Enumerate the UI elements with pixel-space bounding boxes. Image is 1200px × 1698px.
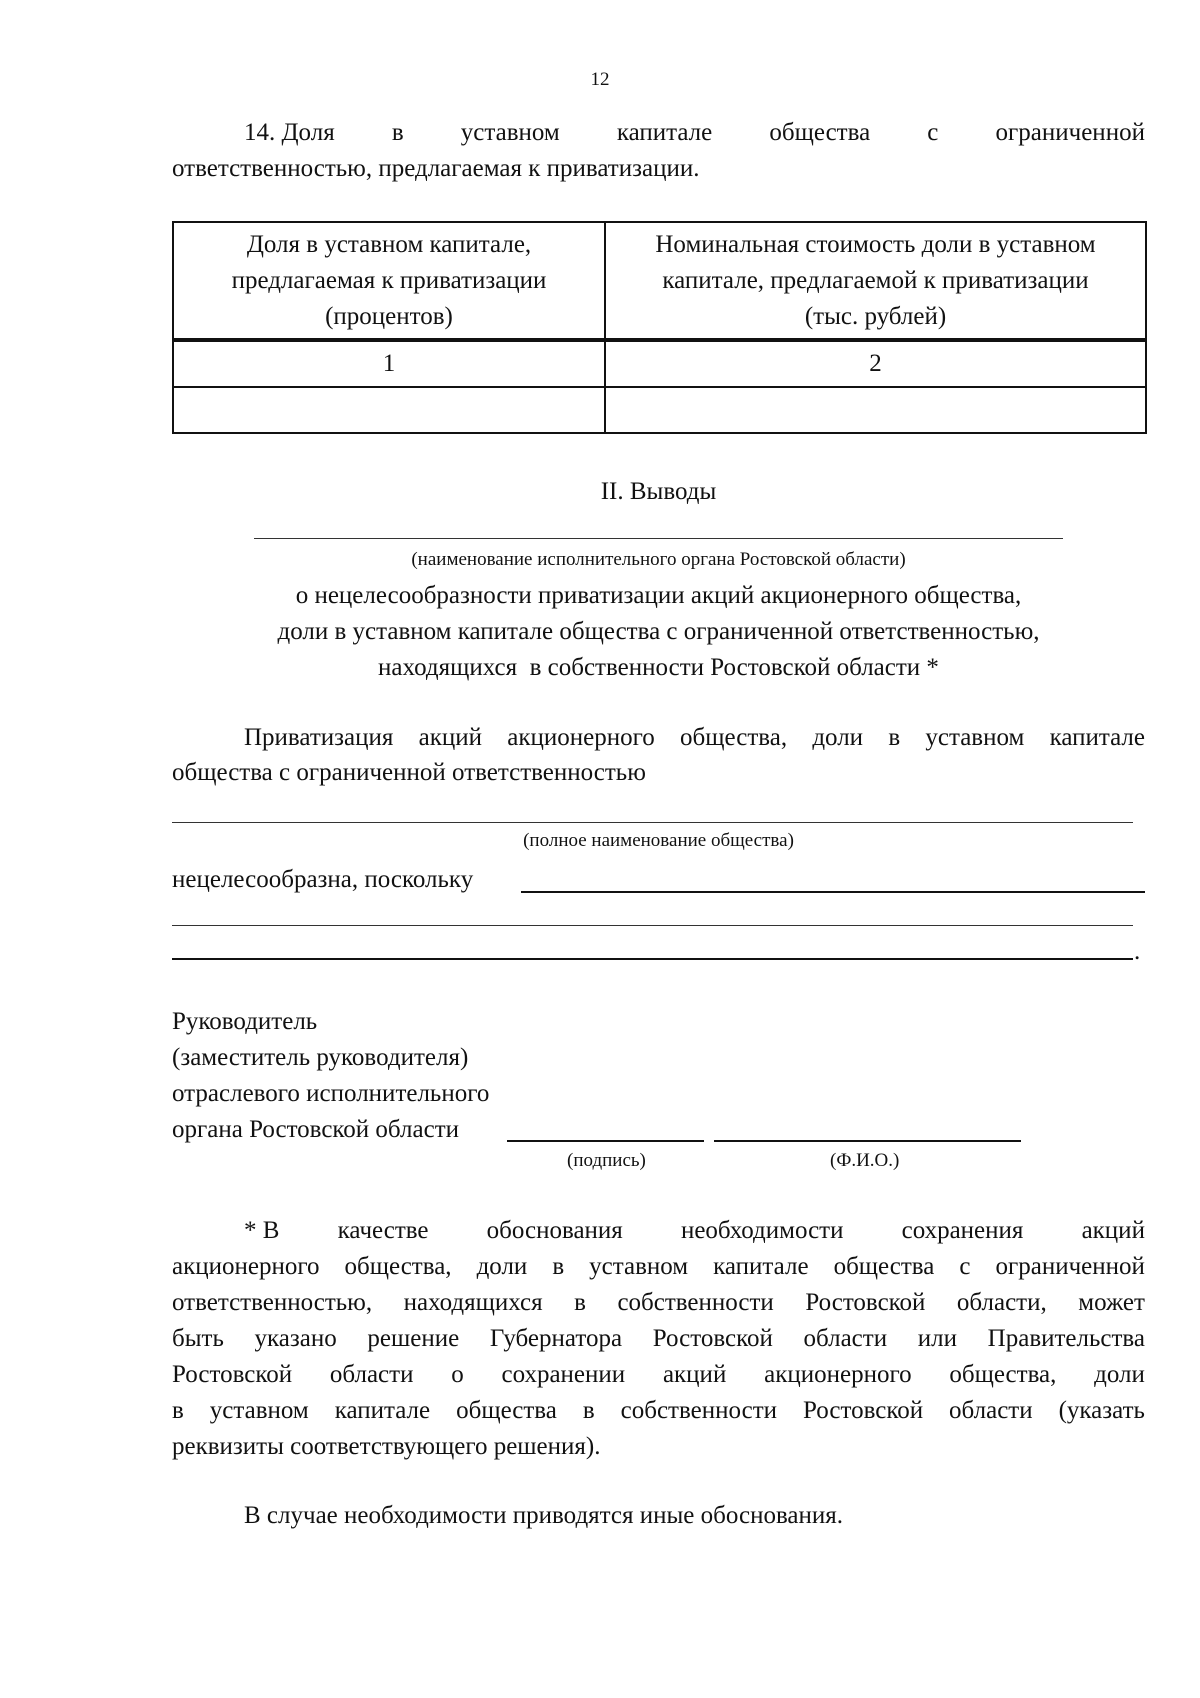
word: в bbox=[574, 1289, 586, 1316]
word: быть bbox=[172, 1325, 224, 1352]
section-2-heading: II. Выводы bbox=[600, 478, 717, 505]
word: в bbox=[172, 1397, 184, 1424]
header-line: (тыс. рублей) bbox=[804, 302, 947, 330]
signature-line bbox=[507, 1140, 704, 1142]
word: общества bbox=[833, 1253, 935, 1280]
header-line: (процентов) bbox=[325, 302, 453, 330]
footnote-line-3 bbox=[172, 1285, 1145, 1321]
reason-line bbox=[521, 891, 1145, 893]
word: доли bbox=[1094, 1361, 1145, 1388]
word: Ростовской bbox=[805, 1289, 926, 1316]
table-cell bbox=[605, 387, 1146, 433]
header-line: капитале, предлагаемой к приватизации bbox=[662, 266, 1089, 294]
word: в bbox=[888, 724, 901, 751]
footnote-line-6 bbox=[172, 1393, 1145, 1429]
word: акций bbox=[1081, 1217, 1145, 1244]
word: Ростовской bbox=[172, 1361, 293, 1388]
word: указано bbox=[254, 1325, 337, 1352]
section-14-line-1 bbox=[244, 115, 1145, 151]
reason-line-2 bbox=[172, 925, 1133, 926]
word: в bbox=[582, 1397, 595, 1424]
header-line: Номинальная стоимость доли в уставном bbox=[655, 230, 1096, 258]
signatory-line: Руководитель bbox=[172, 1008, 318, 1035]
word: общества, bbox=[949, 1361, 1057, 1388]
conclusion-line: доли в уставном капитале общества с ограниченной ответственностью, bbox=[277, 618, 1040, 645]
word: или bbox=[917, 1325, 957, 1352]
word: с bbox=[959, 1253, 971, 1280]
table-number-cell: 2 bbox=[605, 340, 1146, 387]
conclusion-line: находящихся в собственности Ростовской области * bbox=[378, 654, 939, 681]
organ-name-caption: (наименование исполнительного органа Ростовской области) bbox=[411, 549, 906, 570]
word: капитале bbox=[713, 1253, 809, 1280]
word: необходимости bbox=[680, 1217, 844, 1244]
signatory-line: (заместитель руководителя) bbox=[172, 1044, 469, 1071]
table-number-cell: 1 bbox=[173, 340, 605, 387]
word: акционерного bbox=[764, 1361, 912, 1388]
word: акций bbox=[662, 1361, 727, 1388]
word: * В bbox=[244, 1217, 280, 1244]
word: области bbox=[949, 1397, 1033, 1424]
word: общества bbox=[769, 119, 871, 146]
word: уставном bbox=[209, 1397, 309, 1424]
table-header-row bbox=[173, 222, 1146, 340]
word: обоснования bbox=[486, 1217, 623, 1244]
word: акционерного bbox=[172, 1253, 320, 1280]
footnote-line-7: реквизиты соответствующего решения). bbox=[172, 1433, 601, 1460]
share-table bbox=[172, 221, 1147, 434]
word: доли bbox=[812, 724, 864, 751]
word: области bbox=[803, 1325, 888, 1352]
table-header-cell-nominal-value bbox=[605, 222, 1146, 340]
word: ограниченной bbox=[995, 1253, 1145, 1280]
signatory-line: отраслевого исполнительного bbox=[172, 1080, 490, 1107]
footnote-line-1 bbox=[244, 1213, 1145, 1249]
word: капитале bbox=[334, 1397, 431, 1424]
word: области, bbox=[956, 1289, 1047, 1316]
word: о bbox=[451, 1361, 464, 1388]
word: Губернатора bbox=[489, 1325, 623, 1352]
word: ограниченной bbox=[995, 119, 1145, 146]
word: собственности bbox=[620, 1397, 777, 1424]
table-cell bbox=[173, 387, 605, 433]
privatization-line-1 bbox=[244, 720, 1145, 756]
section-14-line-2: ответственностью, предлагаемая к приватизации. bbox=[172, 155, 700, 182]
header-line: предлагаемая к приватизации bbox=[231, 266, 547, 294]
organ-name-line bbox=[254, 538, 1063, 539]
word: качестве bbox=[337, 1217, 429, 1244]
word: доли bbox=[476, 1253, 528, 1280]
table-number-row bbox=[173, 340, 1146, 387]
word: собственности bbox=[617, 1289, 774, 1316]
privatization-line-2: общества с ограниченной ответственностью bbox=[172, 759, 646, 786]
table-header-cell-share bbox=[173, 222, 605, 340]
word: Правительства bbox=[987, 1325, 1145, 1352]
footnote-line-5 bbox=[172, 1357, 1145, 1393]
word: решение bbox=[367, 1325, 460, 1352]
company-name-caption: (полное наименование общества) bbox=[523, 830, 794, 851]
word: общества bbox=[456, 1397, 557, 1424]
word: области bbox=[329, 1361, 414, 1388]
word: сохранении bbox=[501, 1361, 626, 1388]
signature-caption: (подпись) bbox=[567, 1150, 646, 1171]
word: Ростовской bbox=[652, 1325, 773, 1352]
page-number: 12 bbox=[590, 69, 610, 90]
footnote-line-2 bbox=[172, 1249, 1145, 1285]
word: Ростовской bbox=[802, 1397, 924, 1424]
word: в bbox=[552, 1253, 565, 1280]
reason-line-3 bbox=[172, 958, 1133, 960]
word: общества, bbox=[680, 724, 788, 751]
word: 14. Доля bbox=[244, 119, 335, 146]
word: акций bbox=[418, 724, 483, 751]
other-justifications: В случае необходимости приводятся иные обоснования. bbox=[244, 1502, 844, 1529]
footnote-line-4 bbox=[172, 1321, 1145, 1357]
table-row bbox=[173, 387, 1146, 433]
word: сохранения bbox=[901, 1217, 1024, 1244]
word: находящихся bbox=[403, 1289, 543, 1316]
full-name-caption: (Ф.И.О.) bbox=[830, 1150, 900, 1171]
word: акционерного bbox=[507, 724, 655, 751]
word: капитале bbox=[616, 119, 713, 146]
word: капитале bbox=[1049, 724, 1145, 751]
word: ответственностью, bbox=[172, 1289, 373, 1316]
reason-label: нецелесообразна, поскольку bbox=[172, 866, 474, 893]
header-line: Доля в уставном капитале, bbox=[246, 230, 532, 258]
word: может bbox=[1078, 1289, 1145, 1316]
signatory-line: органа Ростовской области bbox=[172, 1116, 459, 1143]
word: общества, bbox=[344, 1253, 452, 1280]
conclusion-line: о нецелесообразности приватизации акций акционерного общества, bbox=[295, 582, 1022, 609]
word: уставном bbox=[589, 1253, 689, 1280]
word: Приватизация bbox=[244, 724, 394, 751]
company-name-line bbox=[172, 822, 1133, 823]
word: в bbox=[391, 119, 404, 146]
reason-end-mark: . bbox=[1134, 938, 1141, 965]
word: (указать bbox=[1058, 1397, 1145, 1424]
word: с bbox=[927, 119, 939, 146]
full-name-line bbox=[714, 1140, 1021, 1142]
word: уставном bbox=[925, 724, 1025, 751]
word: уставном bbox=[460, 119, 560, 146]
